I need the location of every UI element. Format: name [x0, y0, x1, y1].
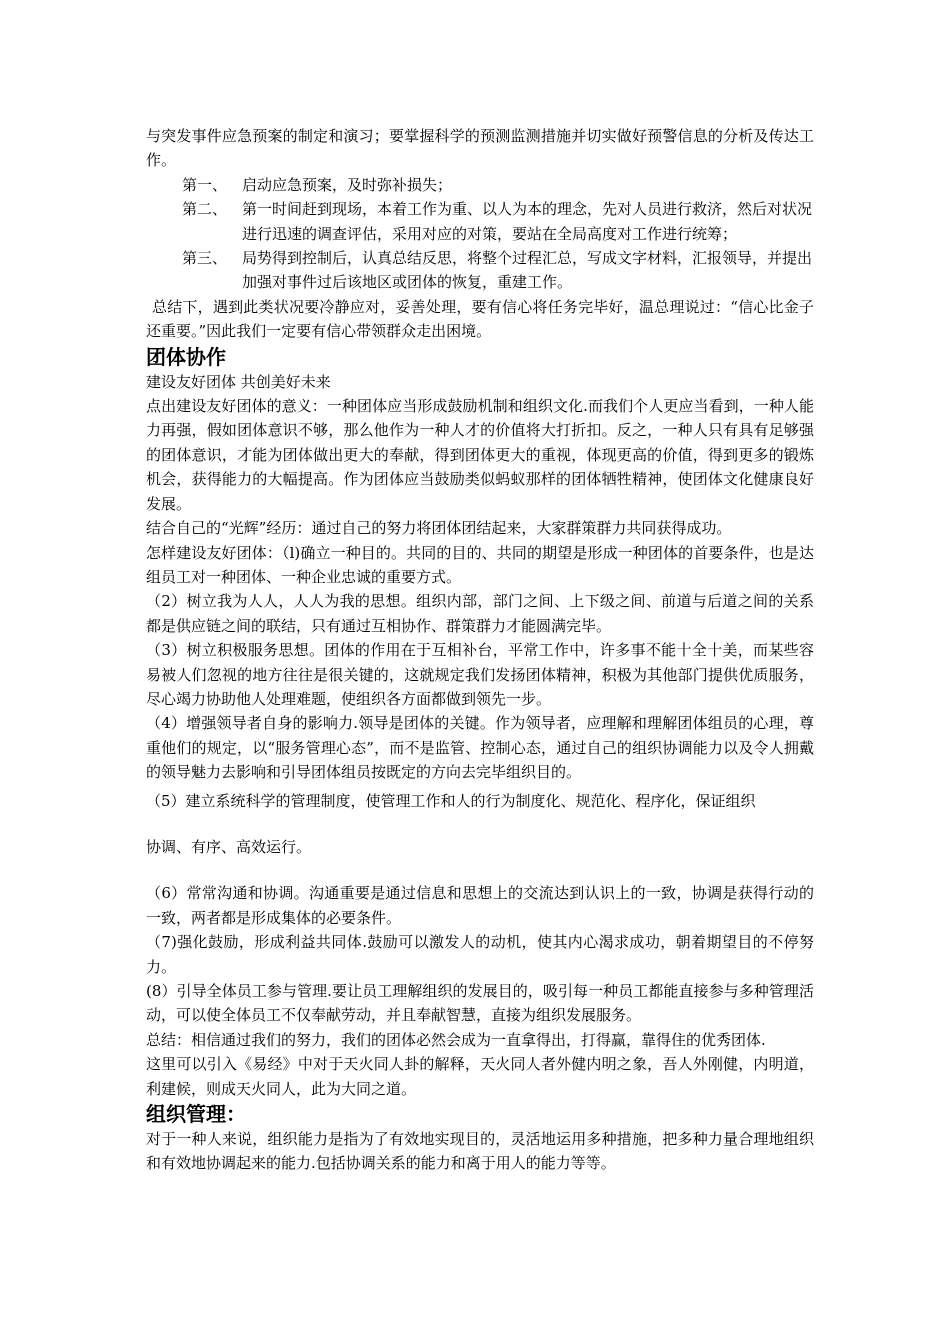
team-paragraph: （5）建立系统科学的管理制度，使管理工作和人的行为制度化、规范化、程序化，保证组织	[146, 791, 756, 810]
team-paragraph: 怎样建设友好团体：（l)确立一种目的。共同的目的、共同的期望是形成一种团体的首要条件，也是达组员工对一种团体、一种企业忠诚的重要方式。	[146, 543, 814, 586]
section-subtitle: 建设友好团体 共创美好未来	[146, 372, 331, 391]
spacer	[146, 813, 814, 835]
team-paragraph: 这里可以引入《易经》中对于天火同人卦的解释，天火同人者外健内明之象，吾人外刚健，内明道，利建候，则成天火同人，此为大同之道。	[146, 1055, 814, 1098]
team-paragraph: （2）树立我为人人，人人为我的思想。组织内部，部门之间、上下级之间、前道与后道之间的关系都是供应链之间的联结，只有通过互相协作、群策群力才能圆满完毕。	[146, 592, 814, 635]
step-text: 局势得到控制后，认真总结反思，将整个过程汇总，写成文字材料，汇报领导，并提出加强对事件过后该地区或团体的恢复，重建工作。	[242, 249, 813, 292]
step-item	[146, 197, 814, 246]
section-heading-team: 团体协作	[146, 344, 226, 369]
step-text: 第一时间赶到现场，本着工作为重、以人为本的理念，先对人员进行救济，然后对状况进行迅速的调查评估，采用对应的对策，要站在全局高度对工作进行统筹；	[242, 200, 813, 243]
team-paragraph: （6）常常沟通和协调。沟通重要是通过信息和思想上的交流达到认识上的一致，协调是获得行动的一致，两者都是形成集体的必要条件。	[146, 884, 814, 927]
intro-paragraph: 与突发事件应急预案的制定和演习；要掌握科学的预测监测措施并切实做好预警信息的分析及传达工作。	[146, 127, 814, 170]
step-number: 第三、	[182, 249, 228, 268]
team-paragraph: （7)强化鼓励，形成利益共同体.鼓励可以激发人的动机，使其内心渴求成功，朝着期望目的不停努力。	[146, 933, 814, 976]
section-heading-org: 组织管理：	[146, 1102, 246, 1127]
team-paragraph: 协调、有序、高效运行。	[146, 837, 312, 856]
step-number: 第二、	[182, 200, 228, 219]
step-text: 启动应急预案，及时弥补损失；	[242, 175, 453, 194]
team-paragraph: （3）树立积极服务思想。团体的作用在于互相补台，平常工作中，许多事不能十全十美，而某些容易被人们忽视的地方往往是很关键的，这就规定我们发扬团体精神，积极为其他部门提供优质服务，尽心竭力协助他人处理难题，使组织各方面都做到领先一步。	[146, 641, 814, 708]
org-paragraph: 对于一种人来说，组织能力是指为了有效地实现目的，灵活地运用多种措施，把多种力量合理地组织和有效地协调起来的能力.包括协调关系的能力和离于用人的能力等等。	[146, 1130, 814, 1173]
team-paragraph: (8）引导全体员工参与管理.要让员工理解组织的发展目的，吸引每一种员工都能直接参与多种管理活动，可以使全体员工不仅奉献劳动，并且奉献智慧，直接为组织发展服务。	[146, 982, 814, 1025]
step-number: 第一、	[182, 175, 228, 194]
team-paragraph: 点出建设友好团体的意义：一种团体应当形成鼓励机制和组织文化.而我们个人更应当看到，一种人能力再强，假如团体意识不够，那么他作为一种人才的价值将大打折扣。反之，一种人只有具有足够强的团体意识，才能为团体做出更大的奉献，得到团体更大的重视，体现更高的价值，得到更多的锻炼机会，获得能力的大幅提高。作为团体应当鼓励类似蚂蚁那样的团体牺牲精神，使团体文化健康良好发展。	[146, 397, 814, 513]
team-paragraph: 结合自己的“光辉”经历：通过自己的努力将团体团结起来，大家群策群力共同获得成功。	[146, 519, 732, 538]
step-item	[146, 246, 814, 295]
team-paragraph: （4）增强领导者自身的影响力.领导是团体的关键。作为领导者，应理解和理解团体组员的心理，尊重他们的规定，以“服务管理心态”，而不是监管、控制心态，通过自己的组织协调能力以及令人拥戴的领导魅力去影响和引导团体组员按既定的方向去完毕组织目的。	[146, 714, 814, 782]
summary-paragraph: 总结下，遇到此类状况要冷静应对，妥善处理，要有信心将任务完毕好，温总理说过：“信心比金子还重要。”因此我们一定要有信心带领群众走出困境。	[146, 297, 814, 341]
team-paragraph: 总结：相信通过我们的努力，我们的团体必然会成为一直拿得出，打得赢，靠得住的优秀团体.	[146, 1030, 766, 1049]
spacer	[146, 859, 814, 881]
step-item	[146, 173, 814, 197]
document-page	[146, 124, 814, 1176]
